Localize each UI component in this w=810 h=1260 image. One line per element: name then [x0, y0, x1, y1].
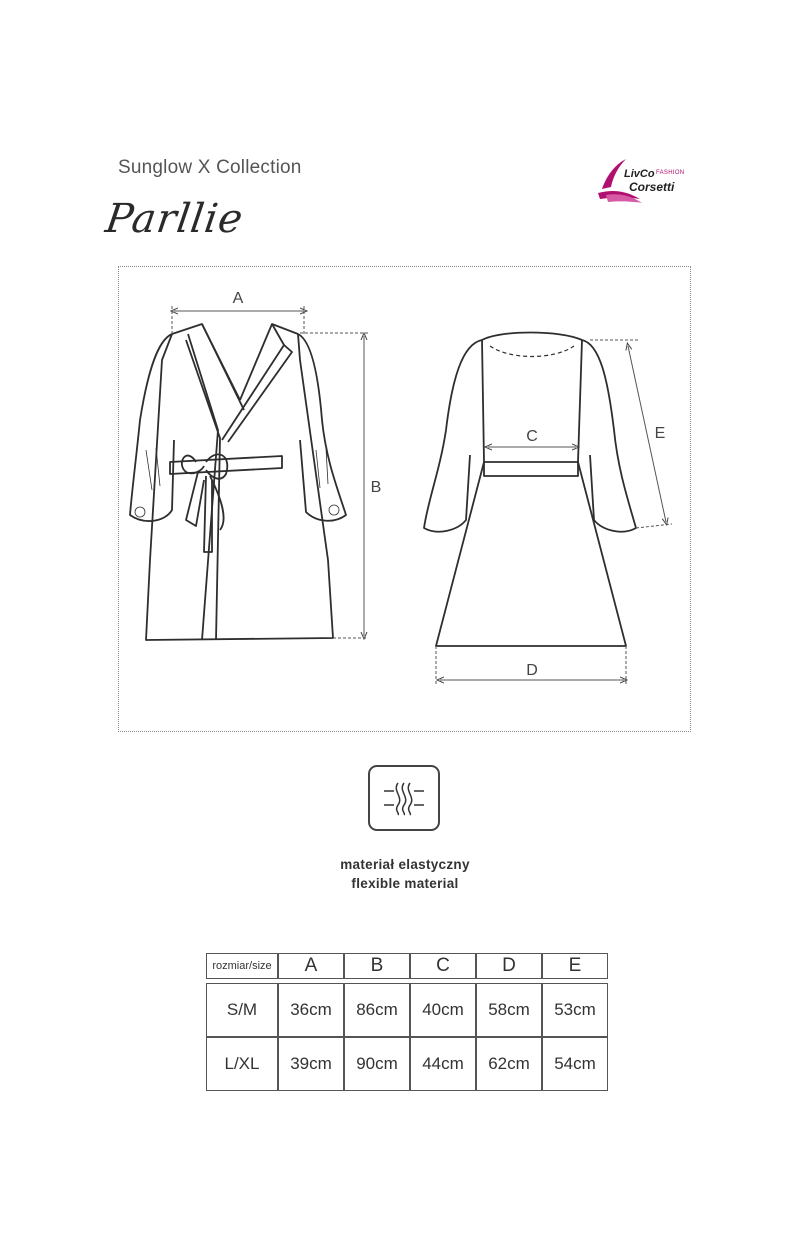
measurement-a — [172, 306, 304, 334]
column-header-d: D — [476, 953, 542, 979]
product-title: Parllie — [102, 196, 247, 242]
logo-text-fashion: FASHION — [656, 170, 685, 176]
front-view-robe — [130, 324, 346, 640]
column-header-a: A — [278, 953, 344, 979]
table-cell: 40cm — [410, 983, 476, 1037]
size-table-header — [206, 953, 608, 979]
table-cell: 54cm — [542, 1037, 608, 1091]
table-cell: 90cm — [344, 1037, 410, 1091]
size-table — [206, 953, 608, 1091]
column-header-c: C — [410, 953, 476, 979]
table-cell: 86cm — [344, 983, 410, 1037]
label-d: D — [526, 662, 538, 679]
size-table-corner: rozmiar/size — [206, 953, 278, 979]
table-cell: 39cm — [278, 1037, 344, 1091]
table-cell: 53cm — [542, 983, 608, 1037]
column-header-b: B — [344, 953, 410, 979]
logo-text-livco: LivCo — [624, 168, 655, 180]
label-b: B — [370, 479, 382, 496]
table-cell: 62cm — [476, 1037, 542, 1091]
logo-text-corsetti: Corsetti — [629, 180, 675, 194]
size-label: L/XL — [206, 1037, 278, 1091]
collection-name: Sunglow X Collection — [118, 157, 302, 178]
label-c: C — [526, 428, 538, 445]
table-cell: 58cm — [476, 983, 542, 1037]
table-cell: 44cm — [410, 1037, 476, 1091]
table-row — [206, 1037, 608, 1091]
table-row — [206, 983, 608, 1037]
label-e: E — [654, 425, 666, 442]
column-header-e: E — [542, 953, 608, 979]
back-view-robe — [424, 333, 636, 647]
material-label-en: flexible material — [351, 876, 459, 891]
stretch-material-icon — [368, 765, 440, 831]
size-label: S/M — [206, 983, 278, 1037]
table-cell: 36cm — [278, 983, 344, 1037]
label-a: A — [232, 290, 244, 307]
material-label-pl: materiał elastyczny — [340, 857, 470, 872]
measurement-b — [300, 333, 368, 638]
